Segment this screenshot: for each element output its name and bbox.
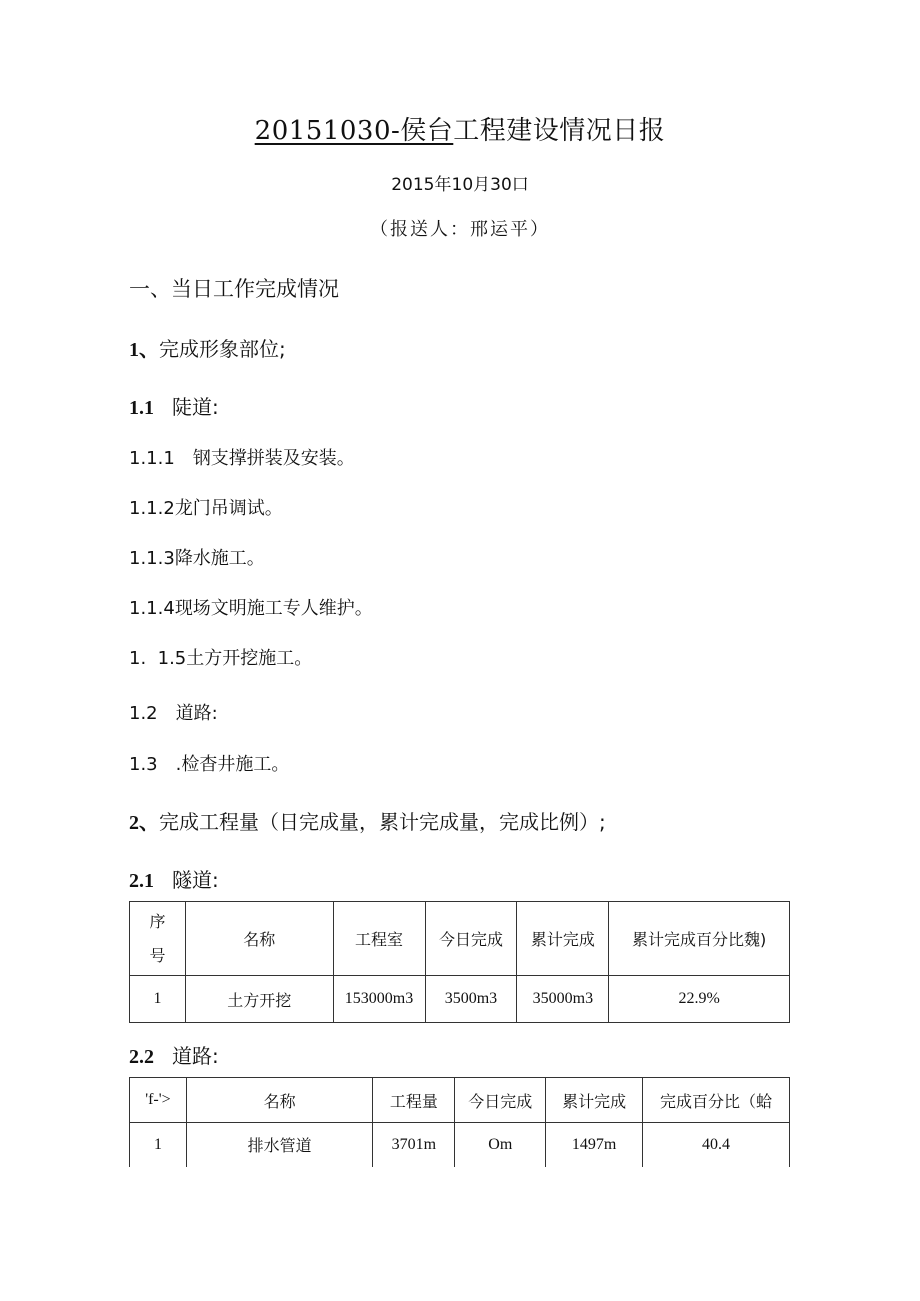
list-item — [129, 544, 265, 570]
header-cell: 名称 — [186, 1078, 373, 1123]
item-number: 1.1.4 — [129, 598, 175, 619]
item-number: 1.1.1 — [129, 448, 175, 469]
header-cell: 'f-'> — [130, 1078, 187, 1123]
header-cell: 累计完成百分比魏) — [609, 902, 790, 976]
table-cell: 1497m — [546, 1123, 643, 1167]
section-number: 1.2 — [129, 703, 158, 724]
section-number: 1、 — [129, 339, 159, 361]
item-text: 现场文明施工专人维护。 — [174, 598, 373, 619]
report-title-id: 20151030-侯台 — [254, 116, 454, 146]
table-cell: 35000m3 — [517, 976, 609, 1023]
section-1-3-heading — [129, 750, 289, 776]
section-number: 2.2 — [129, 1046, 154, 1068]
section-1-2-heading — [129, 699, 218, 725]
section-number: 1.3 — [129, 754, 158, 775]
report-title — [0, 110, 920, 147]
list-item — [129, 644, 312, 670]
table-cell: 1 — [130, 976, 186, 1023]
table-cell: Om — [455, 1123, 546, 1167]
item-text: 钢支撑拼装及安装。 — [192, 448, 355, 469]
table-row — [130, 1123, 790, 1167]
header-cell: 工程量 — [373, 1078, 455, 1123]
item-text: 土方开挖施工。 — [186, 648, 313, 669]
table-cell: 153000m3 — [333, 976, 425, 1023]
header-cell: 今日完成 — [425, 902, 517, 976]
section-1-1-tunnel-heading — [129, 391, 219, 420]
section-text: 隧道: — [172, 868, 219, 892]
item-text: 降水施工。 — [174, 548, 265, 569]
table-cell: 3701m — [373, 1123, 455, 1167]
section-number: 2、 — [129, 812, 159, 834]
item-number: 1.1.3 — [129, 548, 175, 569]
table-cell: 3500m3 — [425, 976, 517, 1023]
section-text: 完成工程量（日完成量，累计完成量，完成比例）; — [159, 810, 606, 834]
road-quantity-table — [129, 1077, 790, 1167]
reporter: （报送人：邢运平） — [370, 219, 550, 240]
header-cell: 名称 — [185, 902, 333, 976]
section-text: 陡道: — [172, 395, 219, 419]
section-2-2-heading — [129, 1040, 219, 1069]
table-header-row — [130, 902, 790, 976]
item-number: 1. 1.5 — [129, 648, 187, 669]
section-1-1-heading — [129, 333, 286, 362]
table-row — [130, 976, 790, 1023]
header-seq-top: 序 — [149, 911, 166, 931]
section-text: 完成形象部位; — [159, 337, 286, 361]
header-cell — [130, 902, 186, 976]
header-cell: 累计完成 — [517, 902, 609, 976]
section-text: 道路: — [175, 703, 218, 724]
header-cell: 工程室 — [333, 902, 425, 976]
list-item — [129, 494, 283, 520]
table-cell: 22.9% — [609, 976, 790, 1023]
report-title-text: 工程建设情况日报 — [453, 116, 666, 146]
section-2-heading — [129, 806, 606, 835]
section-number: 2.1 — [129, 870, 154, 892]
section-text: 道路: — [172, 1044, 219, 1068]
table-header-row — [130, 1078, 790, 1123]
tunnel-quantity-table — [129, 901, 790, 1023]
section-text: .检杳井施工。 — [175, 754, 290, 775]
section-1-heading: 一、当日工作完成情况 — [129, 277, 339, 301]
header-seq-bottom: 号 — [149, 945, 166, 965]
header-cell: 今日完成 — [455, 1078, 546, 1123]
table-cell: 土方开挖 — [185, 976, 333, 1023]
section-number: 1.1 — [129, 397, 154, 419]
header-cell: 完成百分比（蛤 — [643, 1078, 790, 1123]
header-cell: 累计完成 — [546, 1078, 643, 1123]
item-number: 1.1.2 — [129, 498, 175, 519]
item-text: 龙门吊调试。 — [174, 498, 283, 519]
table-cell: 40.4 — [643, 1123, 790, 1167]
report-date: 2015年10月30口 — [391, 175, 529, 195]
list-item — [129, 594, 373, 620]
table-cell: 1 — [130, 1123, 187, 1167]
table-cell: 排水管道 — [186, 1123, 373, 1167]
list-item — [129, 444, 355, 470]
section-2-1-heading — [129, 864, 219, 893]
